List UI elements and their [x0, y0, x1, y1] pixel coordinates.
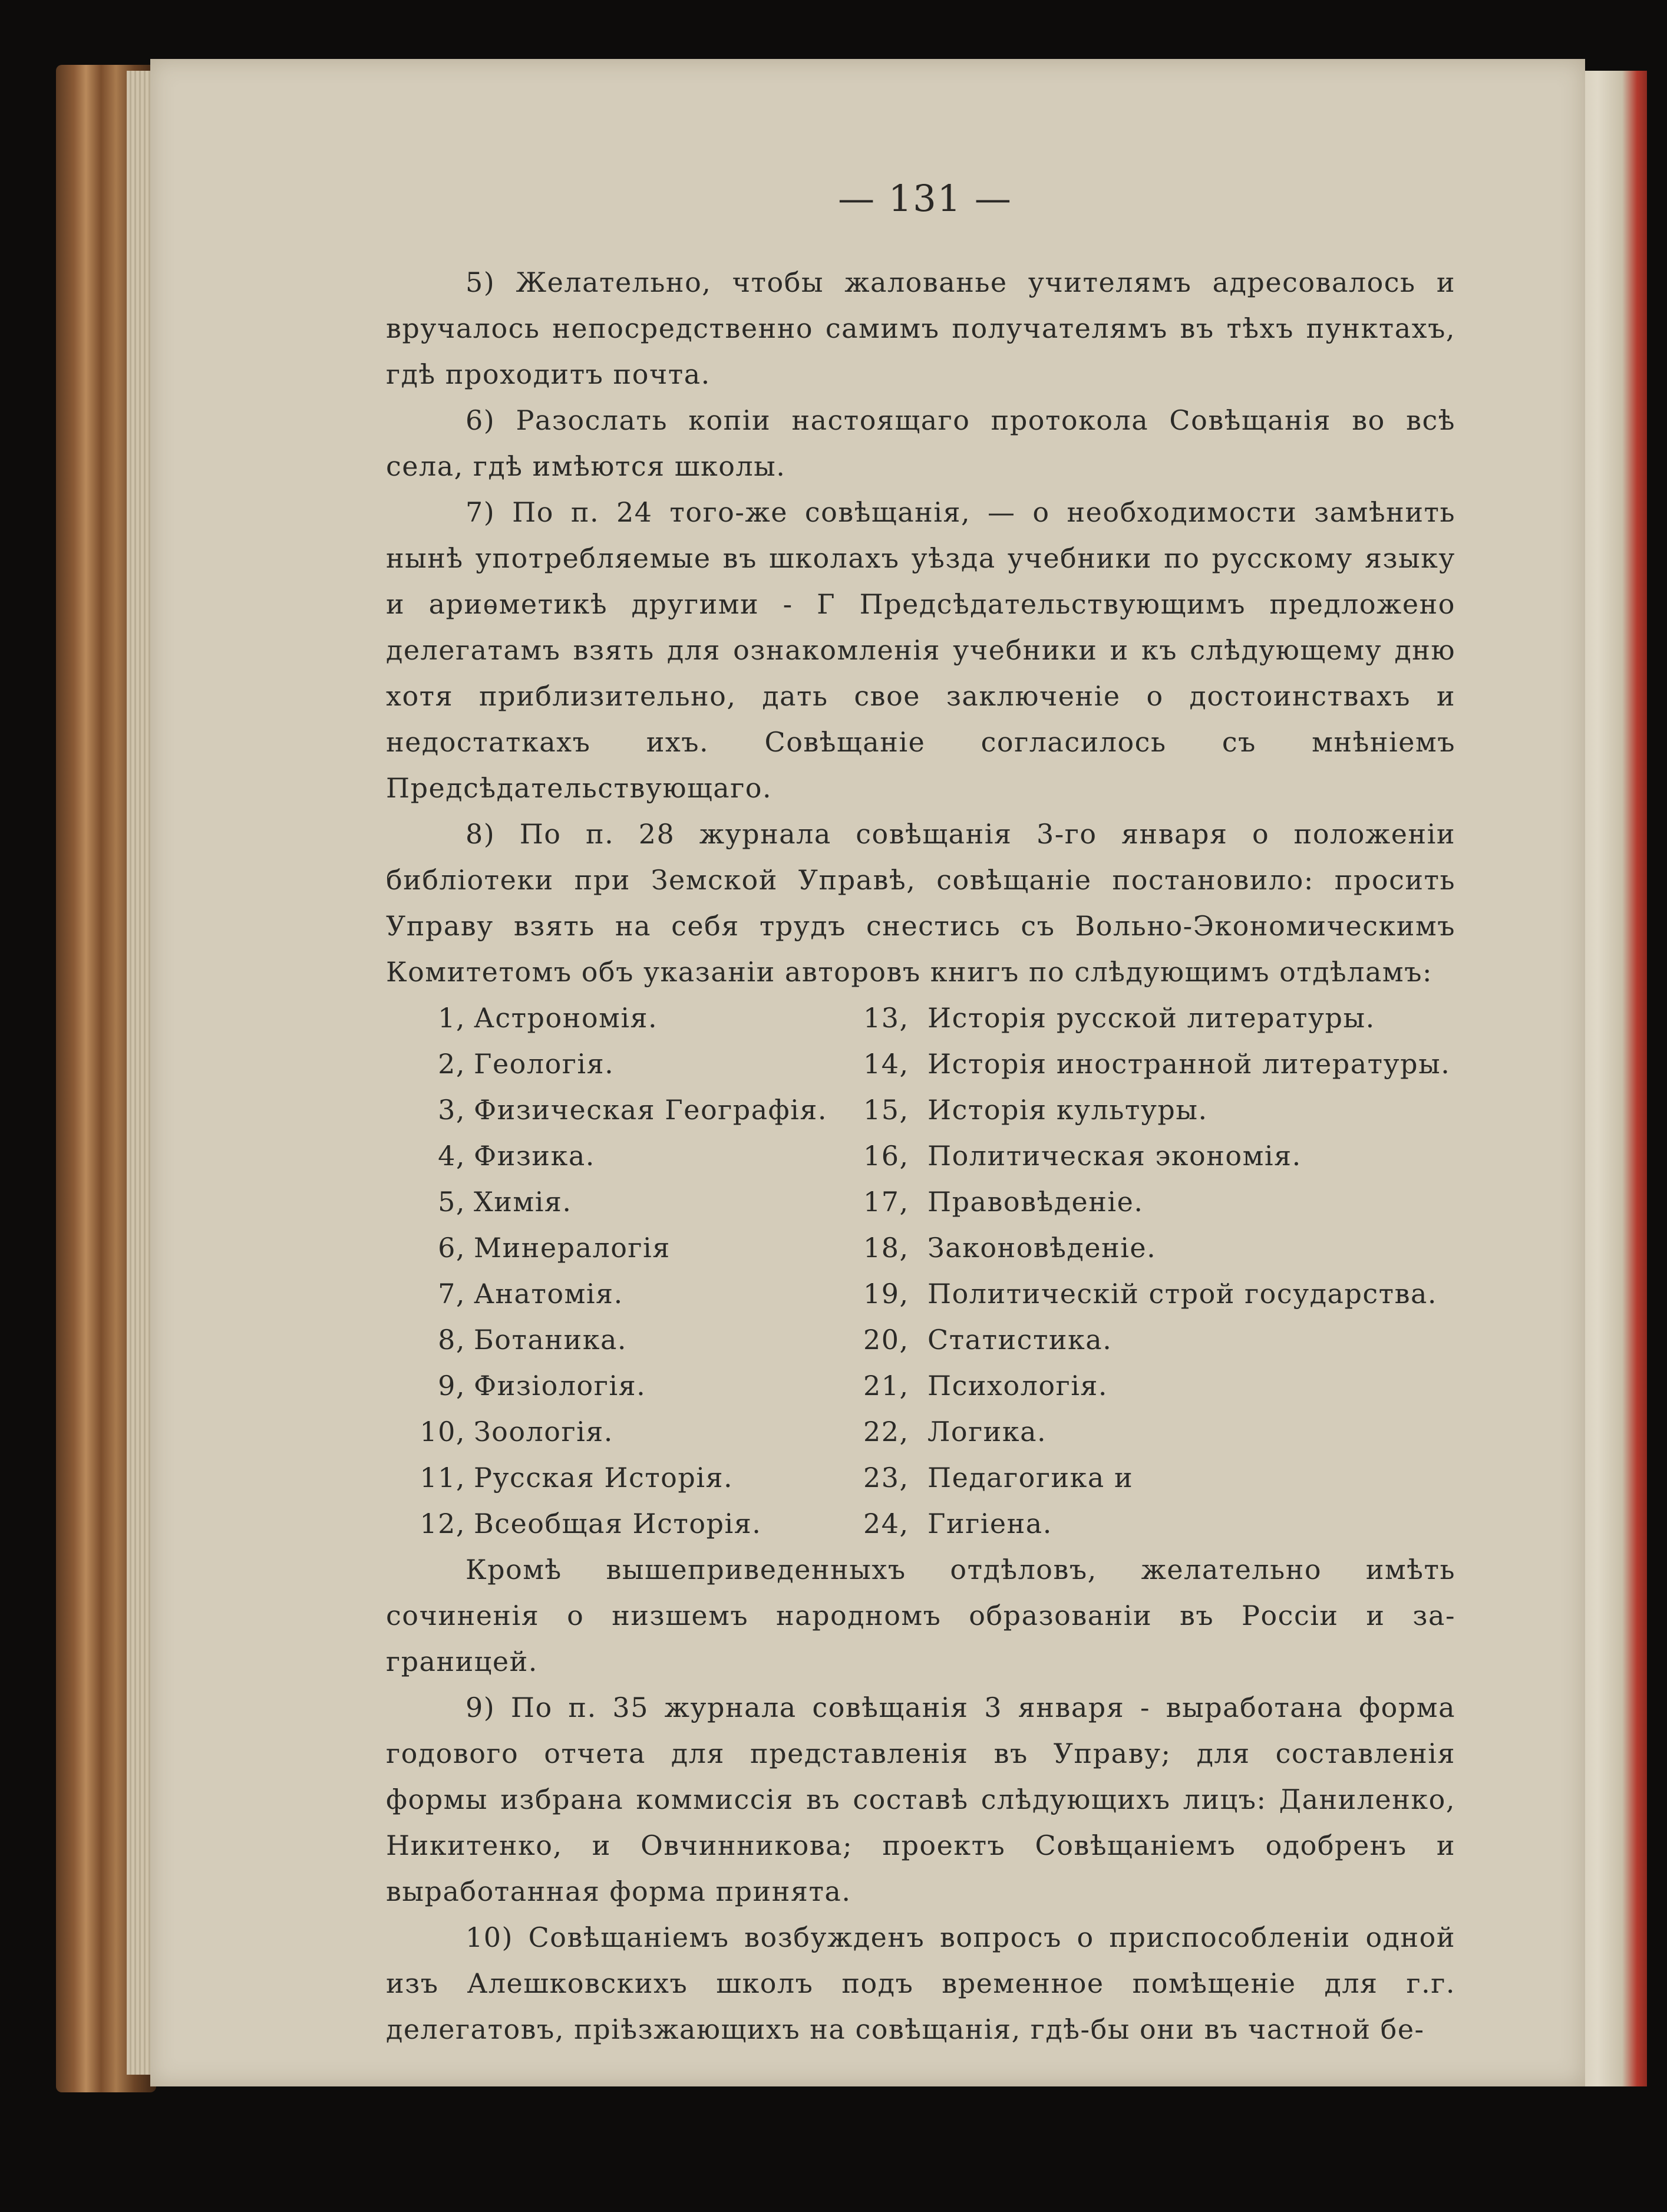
- list-label: Педагогика и: [927, 1462, 1134, 1494]
- paragraph: 9) По п. 35 журнала совѣщанія 3 января - выработана форма годового отчета для представленія въ Управу; для составленія формы избрана коммиссія въ составѣ слѣдующихъ лицъ: Даниленко, Никитенко, и Овчинникова; проектъ Совѣщаніемъ одобренъ и выработанная форма принята.: [386, 1692, 1455, 1907]
- list-label: Химія.: [474, 1186, 572, 1218]
- list-item: [860, 1225, 1470, 1271]
- list-item: [860, 1179, 1470, 1225]
- list-label: Гигіена.: [927, 1508, 1052, 1540]
- list-number: 9,: [438, 1370, 466, 1402]
- page-text: [386, 259, 1455, 2052]
- subject-list: [386, 995, 1455, 1547]
- list-label: Психологія.: [927, 1370, 1108, 1402]
- list-item: [401, 1087, 860, 1133]
- paragraph: Кромѣ вышеприведенныхъ отдѣловъ, желательно имѣть сочиненія о низшемъ народномъ образованіи въ Россіи и за-границей.: [386, 1554, 1455, 1677]
- list-label: Логика.: [927, 1416, 1047, 1448]
- list-item: [401, 1225, 860, 1271]
- list-number: 17,: [863, 1186, 909, 1218]
- list-label: Геологія.: [474, 1048, 615, 1080]
- list-number: 7,: [438, 1278, 466, 1310]
- list-item: [860, 1501, 1470, 1547]
- list-item: [401, 1271, 860, 1317]
- list-item: [401, 1363, 860, 1409]
- list-item: [860, 1133, 1470, 1179]
- list-item: [860, 1409, 1470, 1455]
- list-number: 4,: [438, 1140, 466, 1172]
- list-number: 11,: [420, 1462, 466, 1494]
- list-label: Исторія русской литературы.: [927, 1002, 1375, 1034]
- list-number: 24,: [863, 1508, 909, 1540]
- list-number: 14,: [863, 1048, 909, 1080]
- paragraph: 6) Разослать копіи настоящаго протокола Совѣщанія во всѣ села, гдѣ имѣются школы.: [386, 404, 1455, 482]
- list-label: Исторія иностранной литературы.: [927, 1048, 1451, 1080]
- list-label: Всеобщая Исторія.: [474, 1508, 762, 1540]
- list-item: [860, 1087, 1470, 1133]
- list-item: [401, 1179, 860, 1225]
- list-number: 5,: [438, 1186, 466, 1218]
- list-number: 23,: [863, 1462, 909, 1494]
- list-label: Политическая экономія.: [927, 1140, 1302, 1172]
- list-number: 6,: [438, 1232, 466, 1264]
- list-item: [401, 995, 860, 1041]
- list-item: [401, 1041, 860, 1087]
- list-label: Законовѣденіе.: [927, 1232, 1157, 1264]
- list-number: 10,: [420, 1416, 466, 1448]
- list-label: Физіологія.: [474, 1370, 646, 1402]
- list-number: 13,: [863, 1002, 909, 1034]
- list-number: 16,: [863, 1140, 909, 1172]
- paragraph: 7) По п. 24 того-же совѣщанія, — о необходимости замѣнить нынѣ употребляемые въ школахъ уѣзда учебники по русскому языку и ариѳметикѣ другими - Г Предсѣдательствующимъ предложено делегатамъ взять для ознакомленія учебники и къ слѣдующему дню хотя приблизительно, дать свое заключеніе о достоинствахъ и недостаткахъ ихъ. Совѣщаніе согласилось съ мнѣніемъ Предсѣдательствующаго.: [386, 496, 1455, 804]
- list-label: Физика.: [474, 1140, 595, 1172]
- list-label: Исторія культуры.: [927, 1094, 1208, 1126]
- list-number: 19,: [863, 1278, 909, 1310]
- list-number: 2,: [438, 1048, 466, 1080]
- list-label: Зоологія.: [474, 1416, 613, 1448]
- list-label: Анатомія.: [474, 1278, 623, 1310]
- list-item: [401, 1133, 860, 1179]
- list-item: [860, 1271, 1470, 1317]
- list-number: 21,: [863, 1370, 909, 1402]
- paragraph: 8) По п. 28 журнала совѣщанія 3-го января о положеніи библіотеки при Земской Управѣ, совѣщаніе постановило: просить Управу взять на себя трудъ снестись съ Вольно-Экономическимъ Комитетомъ объ указаніи авторовъ книгъ по слѣдующимъ отдѣламъ:: [386, 818, 1455, 988]
- list-item: [401, 1455, 860, 1501]
- list-item: [860, 1317, 1470, 1363]
- page-number: — 131 —: [838, 177, 1012, 220]
- list-number: 1,: [438, 1002, 466, 1034]
- list-number: 12,: [420, 1508, 466, 1540]
- list-label: Физическая Географія.: [474, 1094, 828, 1126]
- list-label: Минералогія: [474, 1232, 671, 1264]
- list-number: 22,: [863, 1416, 909, 1448]
- list-item: [860, 1455, 1470, 1501]
- list-number: 20,: [863, 1324, 909, 1356]
- paragraph: 10) Совѣщаніемъ возбужденъ вопросъ о приспособленіи одной изъ Алешковскихъ школъ подъ временное помѣщеніе для г.г. делегатовъ, пріѣзжающихъ на совѣщанія, гдѣ-бы они въ частной бе-: [386, 1921, 1455, 2045]
- list-item: [860, 1363, 1470, 1409]
- list-label: Политическій строй государства.: [927, 1278, 1438, 1310]
- list-item: [860, 995, 1470, 1041]
- list-item: [401, 1409, 860, 1455]
- list-item: [860, 1041, 1470, 1087]
- list-label: Правовѣденіе.: [927, 1186, 1144, 1218]
- list-number: 3,: [438, 1094, 466, 1126]
- list-item: [401, 1317, 860, 1363]
- list-label: Статистика.: [927, 1324, 1113, 1356]
- paragraph: 5) Желательно, чтобы жалованье учителямъ адресовалось и вручалось непосредственно самимъ получателямъ въ тѣхъ пунктахъ, гдѣ проходитъ почта.: [386, 266, 1455, 390]
- list-label: Русская Исторія.: [474, 1462, 734, 1494]
- list-label: Ботаника.: [474, 1324, 627, 1356]
- list-label: Астрономія.: [474, 1002, 658, 1034]
- list-number: 18,: [863, 1232, 909, 1264]
- list-number: 15,: [863, 1094, 909, 1126]
- list-item: [401, 1501, 860, 1547]
- list-number: 8,: [438, 1324, 466, 1356]
